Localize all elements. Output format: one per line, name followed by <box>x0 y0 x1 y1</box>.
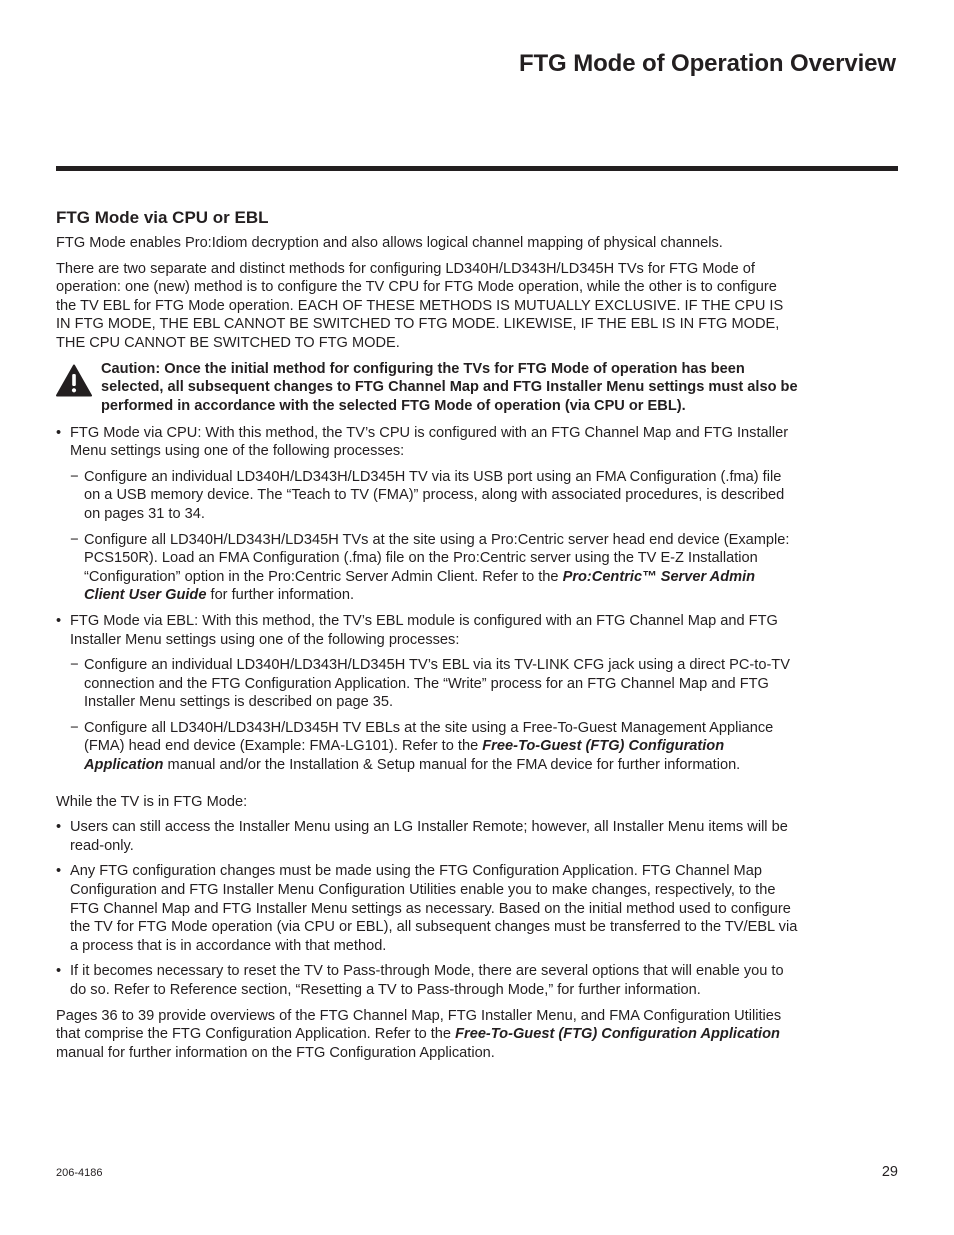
cpu-method-text: FTG Mode via CPU: With this method, the TV’s CPU is configured with an FTG Channel Map and FTG Installer Menu settings using one of the following processes: <box>70 424 789 460</box>
bullet-mark: • <box>56 819 62 836</box>
dash-mark: − <box>70 719 79 736</box>
main-content <box>56 207 798 1062</box>
bullet-mark: • <box>56 612 62 629</box>
dash-mark: − <box>70 531 79 548</box>
intro-paragraph: FTG Mode enables Pro:Idiom decryption and also allows logical channel mapping of physical channels. <box>56 235 723 251</box>
app-reference: Free-To-Guest (FTG) Configuration Application <box>455 1026 780 1043</box>
caution-note <box>56 360 798 416</box>
method-list <box>56 424 798 775</box>
ebl-sublist <box>70 656 798 775</box>
list-item <box>70 531 798 605</box>
header-rule <box>56 166 898 171</box>
page-number: 29 <box>881 1164 898 1180</box>
ftg-mode-list <box>56 818 798 999</box>
cpu-server-text-end: for further information. <box>210 587 355 604</box>
list-item-text: Any FTG configuration changes must be made using the FTG Configuration Application. FTG Channel Map Configuration and FTG Installer Menu Configuration Utilities enable you to make changes, respectively, to the FTG Channel Map and FTG Installer Menu settings as necessary. Based on the initial method used to configure the TV for FTG Mode operation (via CPU or EBL), all subsequent changes must be transferred to the TV/EBL via a process that is in accordance with that method. <box>70 863 798 954</box>
list-item <box>70 468 798 524</box>
guide-reference: Pro:Centric™ Server Admin Client User Guide <box>84 568 756 604</box>
list-item-ebl <box>56 612 798 775</box>
list-item <box>56 818 798 855</box>
ebl-direct-text: Configure an individual LD340H/LD343H/LD345H TV’s EBL via its TV-LINK CFG jack using a direct PC-to-TV connection and the FTG Configuration Application. The “Write” process for an FTG Channel Map and FTG Installer Menu settings is described on page 35. <box>84 657 790 711</box>
closing-text: Pages 36 to 39 provide overviews of the FTG Channel Map, FTG Installer Menu, and FMA Configuration Utilities that comprise the FTG Configuration Application. Refer to the <box>56 1007 782 1043</box>
dash-mark: − <box>70 657 79 674</box>
list-item <box>70 656 798 712</box>
caution-text: Caution: Once the initial method for configuring the TVs for FTG Mode of operation has been selected, all subsequent changes to FTG Channel Map and FTG Installer Menu settings must also be performed in accordance with the selected FTG Mode of operation (via CPU or EBL). <box>101 360 798 414</box>
app-reference: Free-To-Guest (FTG) Configuration Application <box>84 738 725 774</box>
list-item <box>56 962 798 999</box>
cpu-usb-text: Configure an individual LD340H/LD343H/LD345H TV via its USB port using an FMA Configuration (.fma) file on a USB memory device. The “Teach to TV (FMA)” process, along with associated procedures, is described on pages 31 to 34. <box>84 468 785 522</box>
section-heading: FTG Mode via CPU or EBL <box>56 208 269 227</box>
list-item-cpu <box>56 424 798 605</box>
list-item-text: If it becomes necessary to reset the TV to Pass-through Mode, there are several options that will enable you to do so. Refer to Reference section, “Resetting a TV to Pass-through Mode,” for further information. <box>70 963 784 998</box>
bullet-mark: • <box>56 963 62 980</box>
ebl-method-text: FTG Mode via EBL: With this method, the TV’s EBL module is configured with an FTG Channel Map and FTG Installer Menu settings using one of the following processes: <box>70 612 778 648</box>
list-item <box>56 862 798 955</box>
list-item-text: Users can still access the Installer Menu using an LG Installer Remote; however, all Installer Menu items will be read-only. <box>70 819 788 854</box>
closing-text-end: manual for further information on the FTG Configuration Application. <box>56 1044 495 1061</box>
cpu-sublist <box>70 468 798 605</box>
page-title: FTG Mode of Operation Overview <box>518 50 896 77</box>
bullet-mark: • <box>56 424 62 441</box>
methods-paragraph: There are two separate and distinct methods for configuring LD340H/LD343H/LD345H TVs for FTG Mode of operation: one (new) method is to configure the TV CPU for FTG Mode operation, while the other is to configure the TV EBL for FTG Mode operation. EACH OF THESE METHODS IS MUTUALLY EXCLUSIVE. IF THE CPU IS IN FTG MODE, THE EBL CANNOT BE SWITCHED TO FTG MODE. LIKEWISE, IF THE EBL IS IN FTG MODE, THE CPU CANNOT BE SWITCHED TO FTG MODE. <box>56 260 784 351</box>
closing-paragraph <box>56 1007 798 1063</box>
ebl-fma-text: Configure all LD340H/LD343H/LD345H TV EBLs at the site using a Free-To-Guest Management Appliance (FMA) head end device (Example: FMA-LG101). Refer to the <box>84 719 774 755</box>
dash-mark: − <box>70 468 79 485</box>
bullet-mark: • <box>56 863 62 880</box>
warning-icon <box>56 364 92 397</box>
list-item <box>70 719 798 775</box>
document-number: 206-4186 <box>56 1167 103 1179</box>
cpu-server-text: Configure all LD340H/LD343H/LD345H TVs at the site using a Pro:Centric server head end device (Example: PCS150R). Load an FMA Configuration (.fma) file on the Pro:Centric server using the TV E-Z Installation “Configuration” option in the Pro:Centric Server Admin Client. Refer to the <box>84 531 790 585</box>
ftg-mode-intro: While the TV is in FTG Mode: <box>56 793 248 810</box>
ebl-fma-text-end: manual and/or the Installation & Setup manual for the FMA device for further information. <box>167 757 741 774</box>
